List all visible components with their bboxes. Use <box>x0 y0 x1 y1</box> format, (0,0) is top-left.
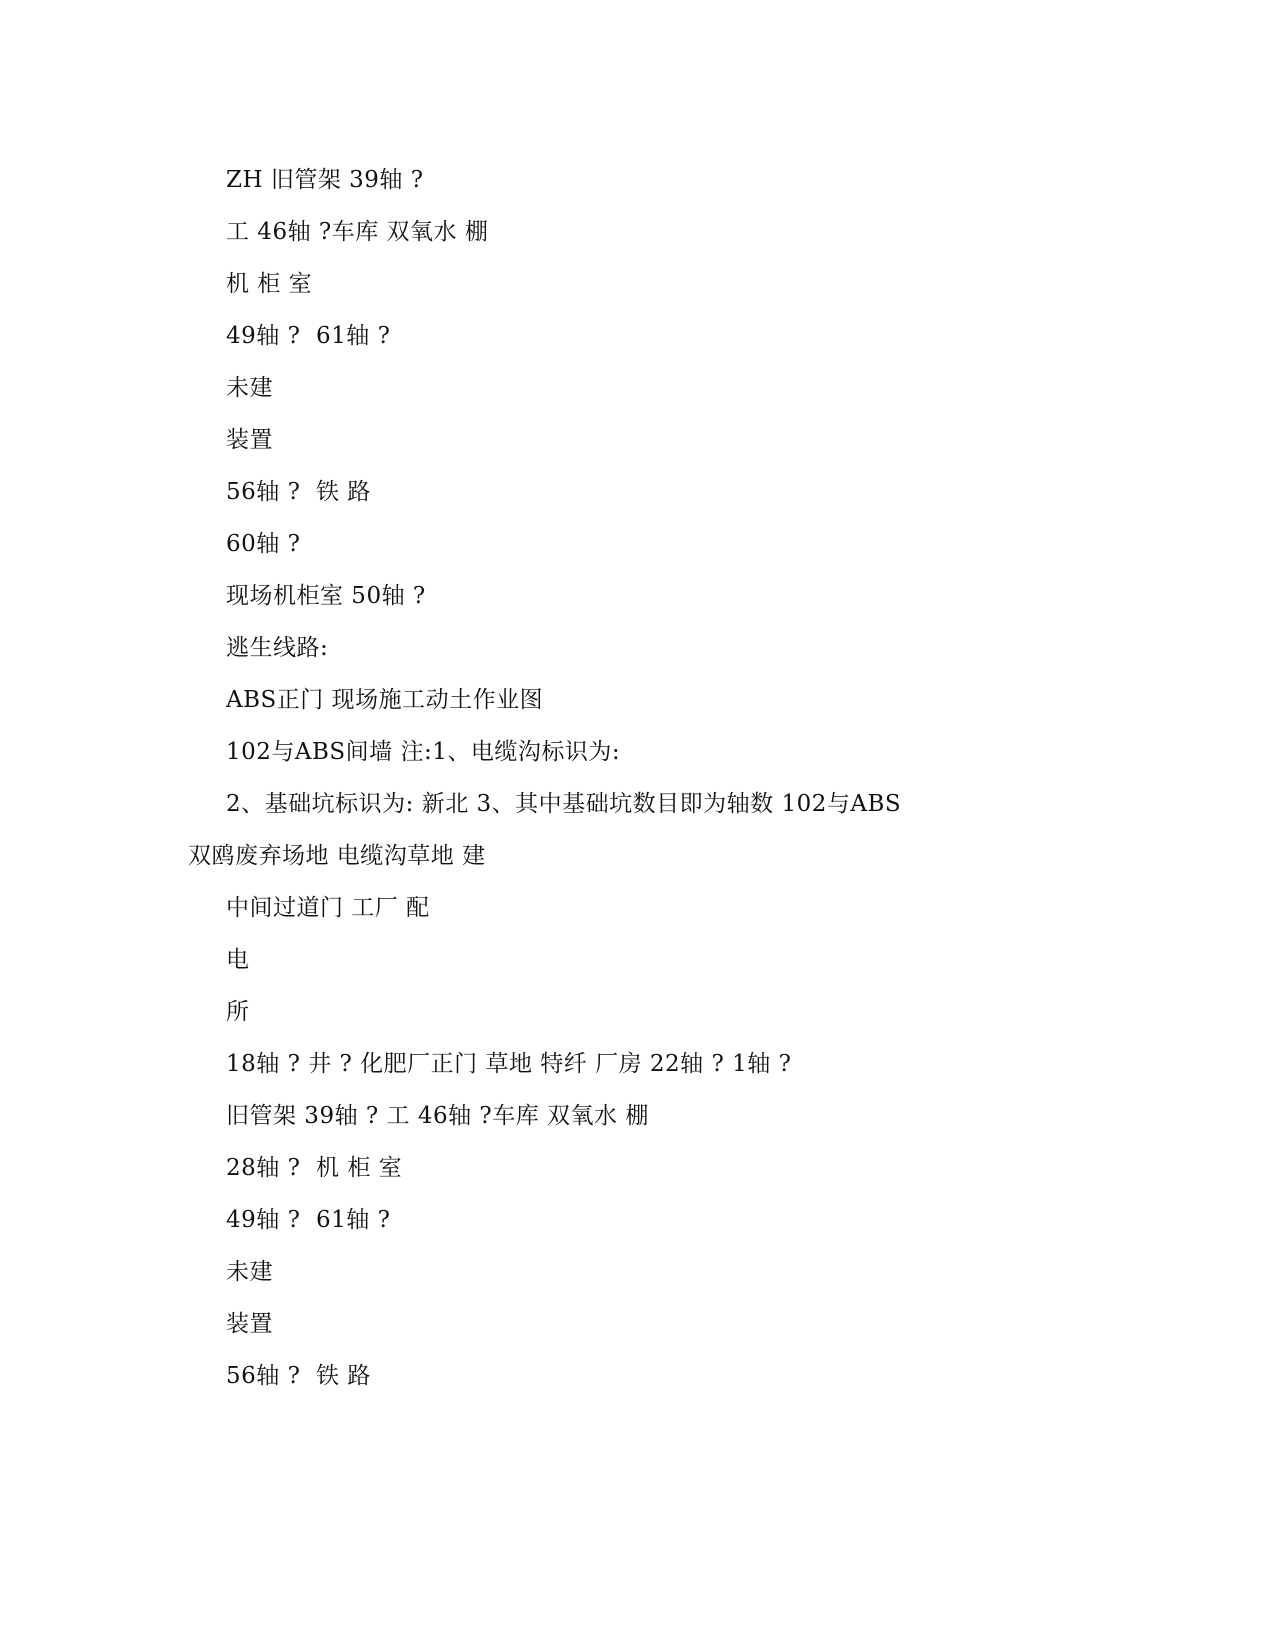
text-line: 旧管架 39轴 ? 工 46轴 ?车库 双氧水 棚 <box>226 1103 649 1129</box>
text-line: ABS正门 现场施工动土作业图 <box>226 687 544 713</box>
text-line: 所 <box>226 999 250 1025</box>
text-line: 56轴 ? 铁 路 <box>226 479 371 505</box>
text-line: 18轴 ? 井 ? 化肥厂正门 草地 特纤 厂房 22轴 ? 1轴 ? <box>226 1051 792 1077</box>
text-line: 102与ABS间墙 注:1、电缆沟标识为: <box>226 739 621 765</box>
text-line: 2、基础坑标识为: 新北 3、其中基础坑数目即为轴数 102与ABS <box>226 791 902 817</box>
text-line: 机 柜 室 <box>226 271 313 297</box>
text-line: 装置 <box>226 427 273 453</box>
text-line: 49轴 ? 61轴 ? <box>226 1207 391 1233</box>
text-line: 60轴 ? <box>226 531 301 557</box>
text-line: 电 <box>226 947 250 973</box>
text-line: 中间过道门 工厂 配 <box>226 895 430 921</box>
text-line: 工 46轴 ?车库 双氧水 棚 <box>226 219 489 245</box>
text-line: 未建 <box>226 375 273 401</box>
text-line: 56轴 ? 铁 路 <box>226 1363 371 1389</box>
text-line: 49轴 ? 61轴 ? <box>226 323 391 349</box>
text-line: ZH 旧管架 39轴 ? <box>226 167 424 193</box>
text-line: 逃生线路: <box>226 635 329 661</box>
text-line: 未建 <box>226 1259 273 1285</box>
text-line: 装置 <box>226 1311 273 1337</box>
text-line: 双鸥废弃场地 电缆沟草地 建 <box>188 843 486 869</box>
text-line: 28轴 ? 机 柜 室 <box>226 1155 403 1181</box>
text-line: 现场机柜室 50轴 ? <box>226 583 426 609</box>
